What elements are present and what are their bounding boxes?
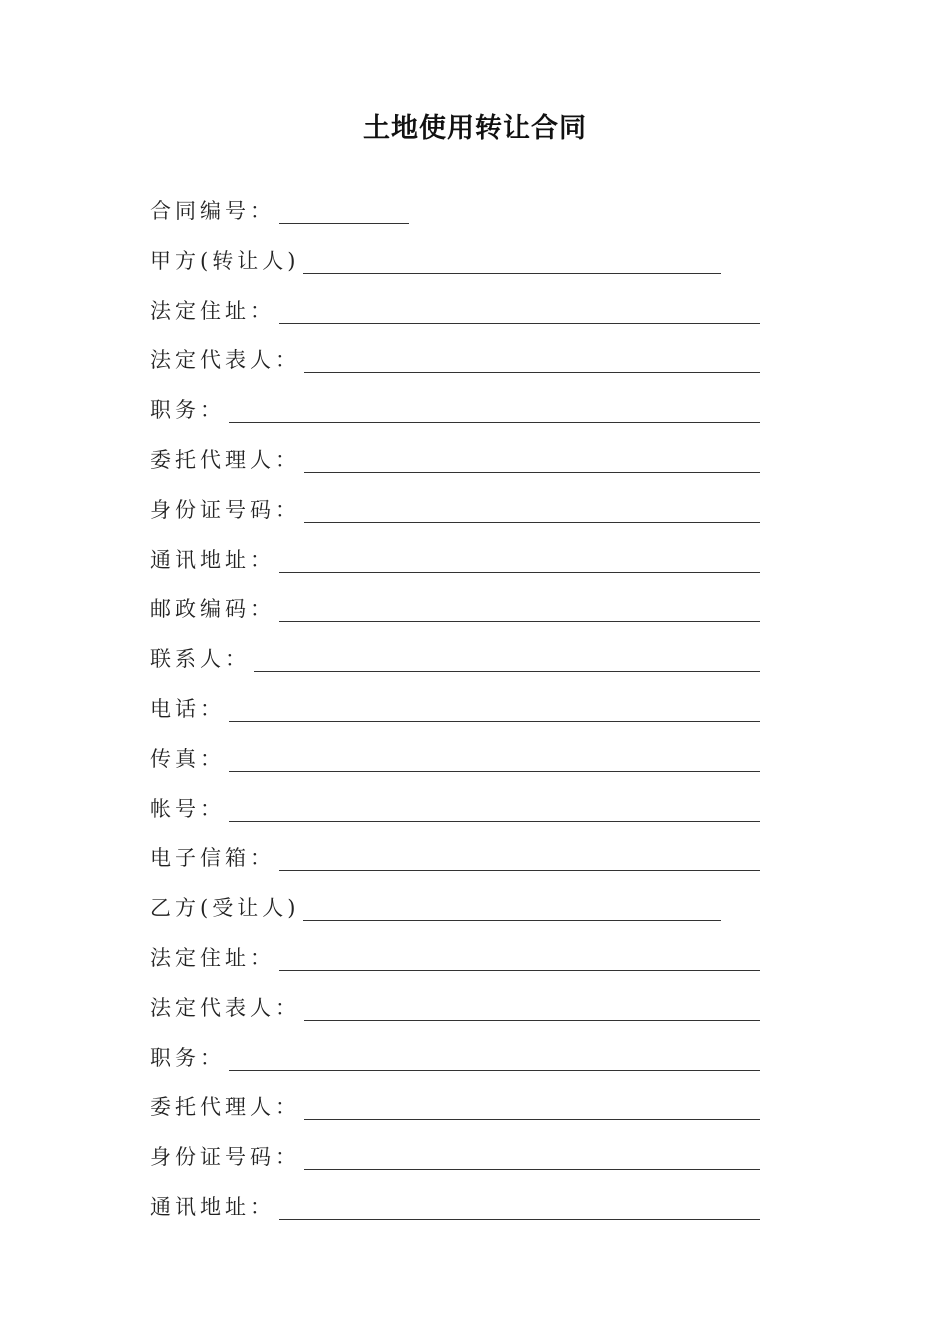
field-a-account (150, 794, 760, 844)
field-party-a (150, 246, 760, 296)
fill-in-blank[interactable] (279, 1192, 760, 1220)
fill-in-blank[interactable] (303, 893, 721, 921)
field-b-legal-representative (150, 993, 760, 1043)
fill-in-blank[interactable] (304, 445, 760, 473)
field-label: 乙方(受让人) (150, 896, 300, 921)
field-label: 法定代表人： (150, 348, 300, 373)
field-b-legal-address (150, 943, 760, 993)
fill-in-blank[interactable] (229, 694, 760, 722)
contract-form (150, 196, 760, 1242)
field-label: 委托代理人： (150, 1095, 300, 1120)
field-b-id-number (150, 1142, 760, 1192)
field-b-position (150, 1043, 760, 1093)
field-party-b (150, 893, 760, 943)
field-a-position (150, 395, 760, 445)
fill-in-blank[interactable] (304, 1142, 760, 1170)
field-label: 职务： (150, 398, 225, 423)
field-label: 电话： (150, 696, 225, 721)
field-a-postal-code (150, 594, 760, 644)
field-label: 电子信箱： (150, 846, 275, 871)
fill-in-blank[interactable] (304, 345, 760, 373)
field-a-email (150, 843, 760, 893)
field-a-legal-address (150, 296, 760, 346)
field-label: 法定住址： (150, 298, 275, 323)
fill-in-blank[interactable] (304, 1092, 760, 1120)
field-a-phone (150, 694, 760, 744)
field-label: 传真： (150, 746, 225, 771)
field-a-agent (150, 445, 760, 495)
field-label: 甲方(转让人) (150, 248, 300, 273)
field-label: 法定住址： (150, 945, 275, 970)
field-a-id-number (150, 495, 760, 545)
fill-in-blank[interactable] (229, 744, 760, 772)
fill-in-blank[interactable] (304, 495, 760, 523)
fill-in-blank[interactable] (254, 644, 760, 672)
field-contract-number (150, 196, 760, 246)
field-b-agent (150, 1092, 760, 1142)
fill-in-blank[interactable] (279, 594, 760, 622)
fill-in-blank[interactable] (279, 296, 760, 324)
field-b-mailing-address (150, 1192, 760, 1242)
field-label: 职务： (150, 1045, 225, 1070)
fill-in-blank[interactable] (279, 545, 760, 573)
page-title: 土地使用转让合同 (363, 113, 587, 144)
field-label: 联系人： (150, 647, 250, 672)
fill-in-blank[interactable] (229, 395, 760, 423)
field-a-fax (150, 744, 760, 794)
fill-in-blank[interactable] (303, 246, 721, 274)
field-label: 合同编号： (150, 199, 275, 223)
field-label: 通讯地址： (150, 547, 275, 572)
field-label: 帐号： (150, 796, 225, 821)
fill-in-blank[interactable] (279, 943, 760, 971)
fill-in-blank[interactable] (279, 196, 409, 224)
field-a-legal-representative (150, 345, 760, 395)
fill-in-blank[interactable] (279, 843, 760, 871)
field-label: 通讯地址： (150, 1194, 275, 1219)
field-label: 邮政编码： (150, 597, 275, 622)
field-a-mailing-address (150, 545, 760, 595)
field-label: 身份证号码： (150, 497, 300, 522)
field-label: 身份证号码： (150, 1145, 300, 1170)
fill-in-blank[interactable] (229, 1043, 760, 1071)
fill-in-blank[interactable] (304, 993, 760, 1021)
field-label: 委托代理人： (150, 447, 300, 472)
fill-in-blank[interactable] (229, 794, 760, 822)
field-a-contact (150, 644, 760, 694)
field-label: 法定代表人： (150, 995, 300, 1020)
